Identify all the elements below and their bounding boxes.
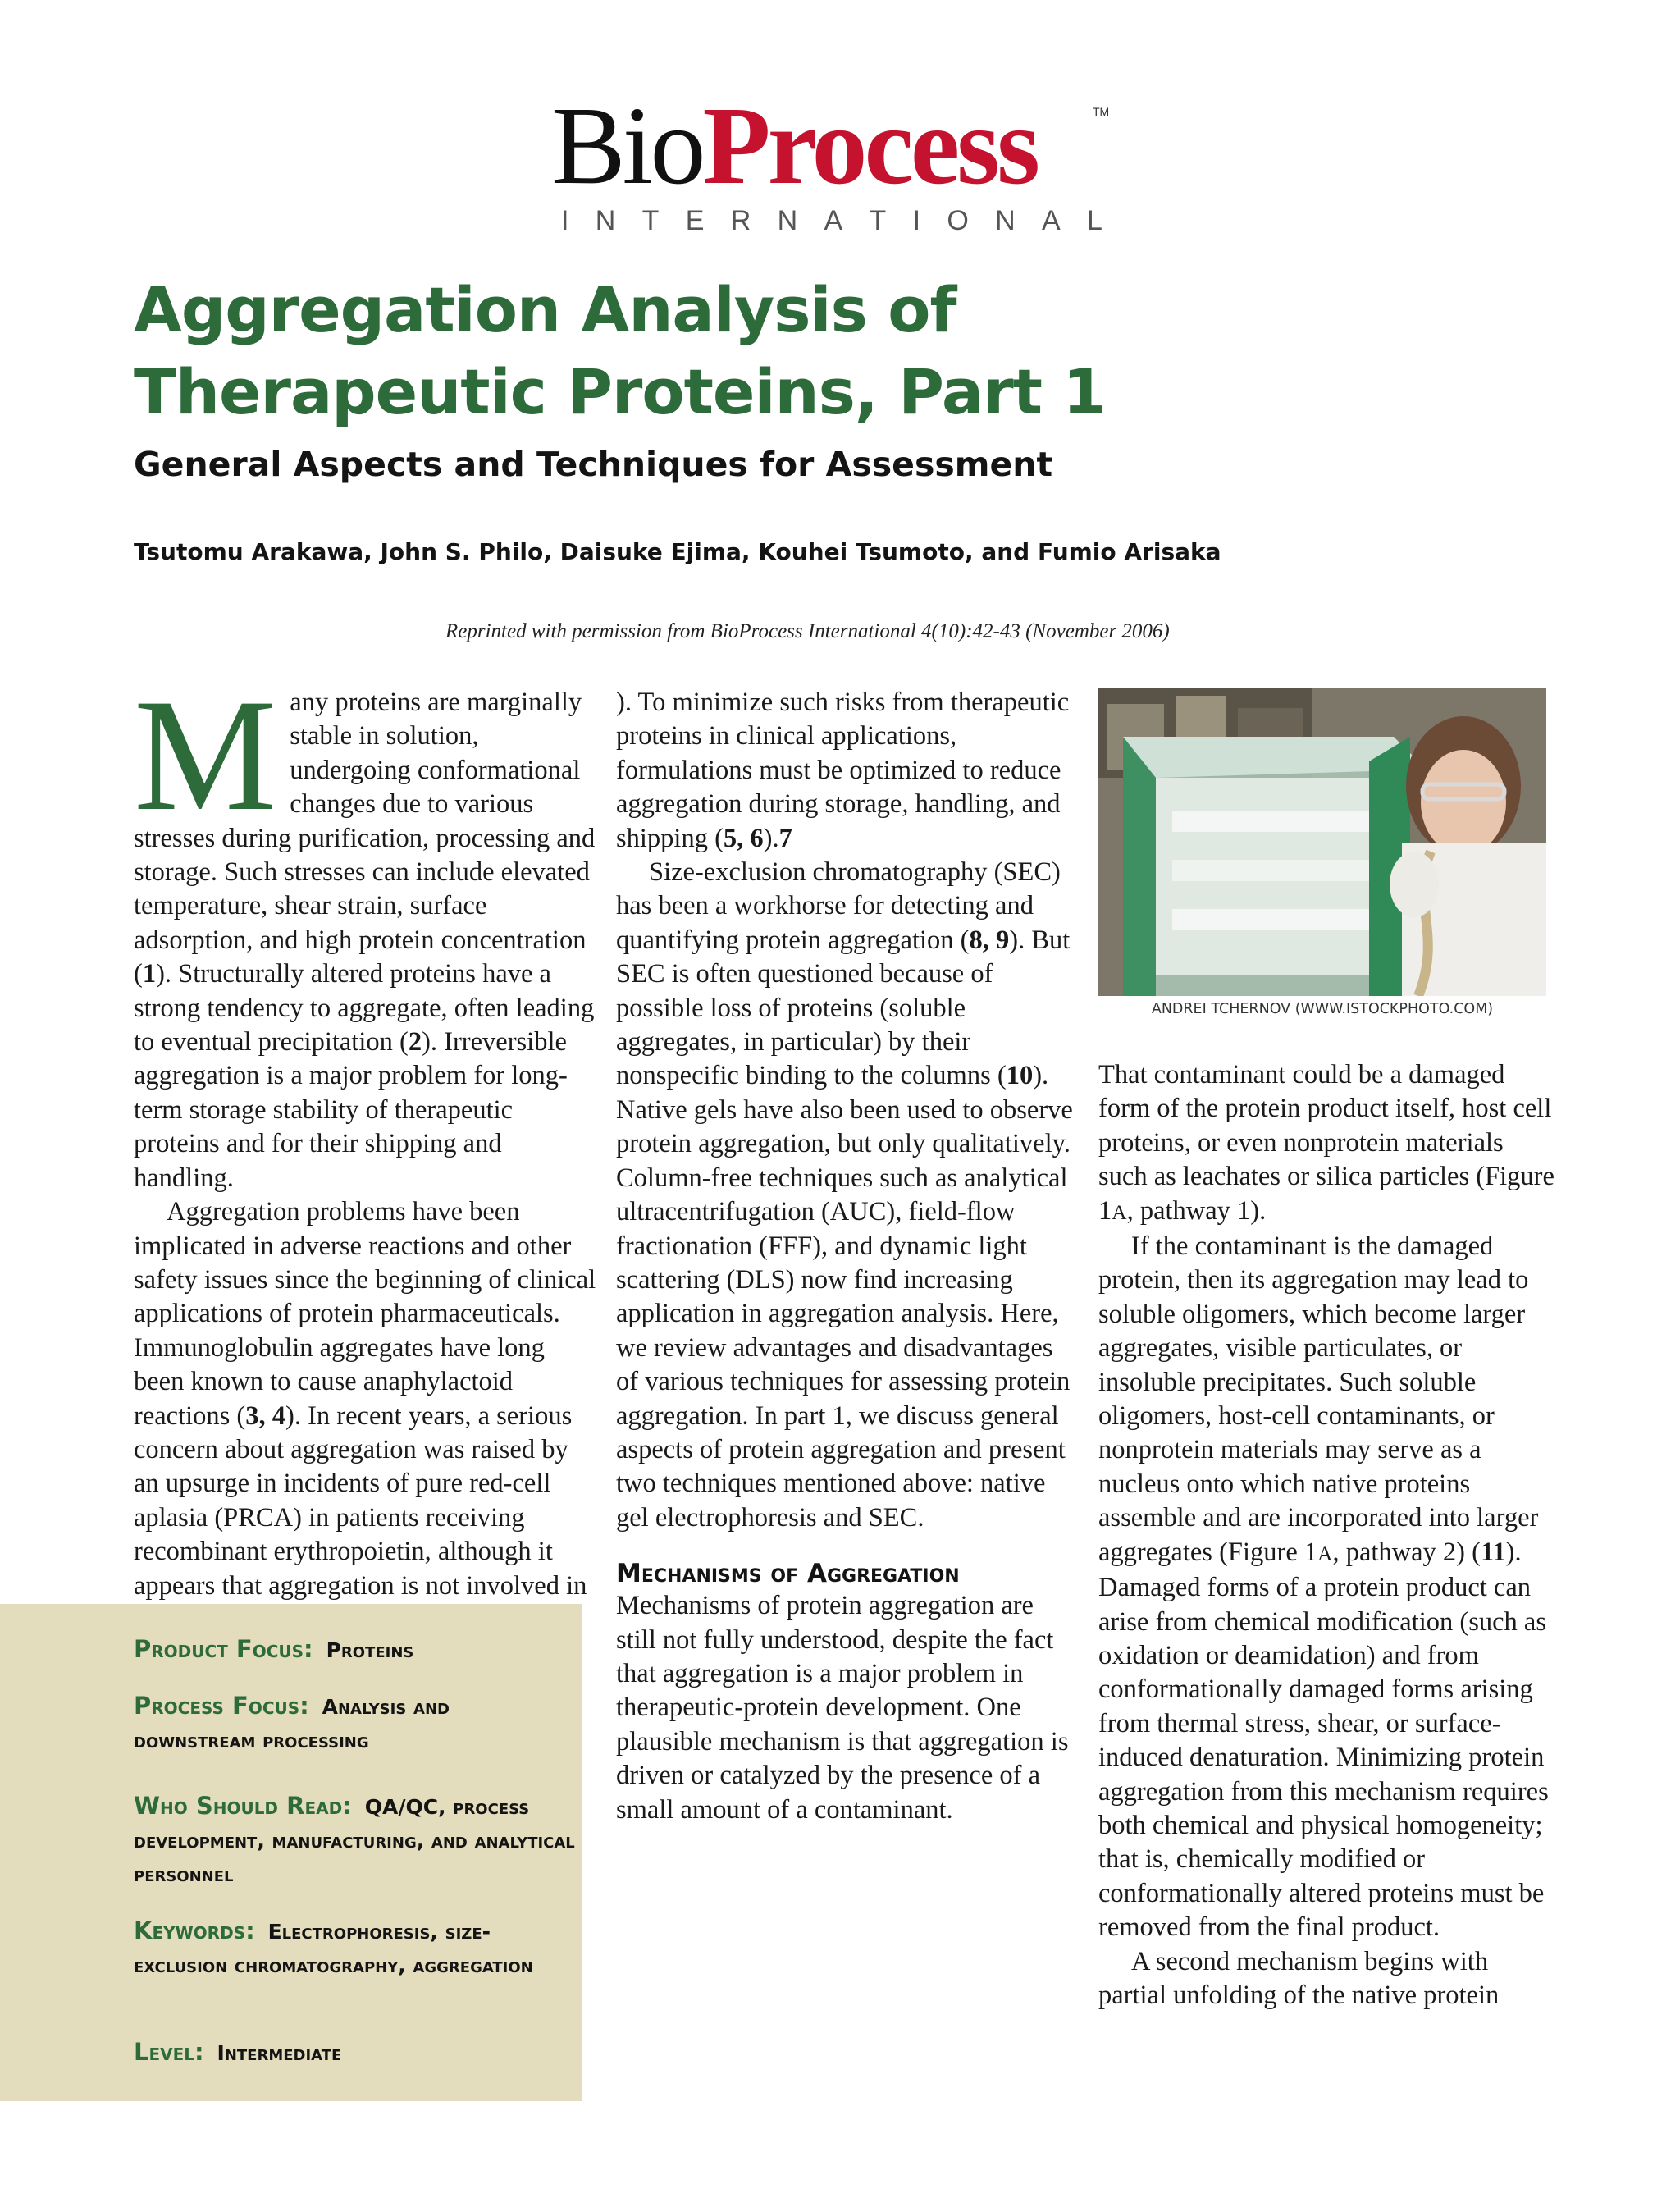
logo-letter: N	[595, 205, 616, 236]
logo-wordmark	[551, 85, 1038, 208]
logo-bio: Bio	[551, 85, 703, 208]
focus-label: Level:	[134, 2038, 204, 2066]
focus-label: Product Focus:	[134, 1635, 313, 1663]
text-run: ). Damaged forms of a protein product can arise from chemical modification (such as oxidation or deamidation) and from conformationally damaged forms arising from thermal stress, shear, or surface-induced denaturation. Minimizing protein aggregation from this mechanism requires both chemical and physical homogeneity; that is, chemically modified or conformationally altered proteins must be removed from the final product.	[1098, 1537, 1549, 1943]
logo-letter: E	[685, 205, 705, 236]
article-title: Aggregation Analysis of Therapeutic Proteins, Part 1	[134, 273, 1106, 428]
focus-item-keywords	[134, 1914, 577, 1982]
logo-letter: N	[995, 205, 1016, 236]
reference-number: 1	[142, 959, 157, 989]
focus-item-level	[134, 2035, 577, 2070]
lab-photo	[1098, 688, 1546, 996]
body-paragraph	[134, 1195, 597, 1637]
focus-value: Intermediate	[217, 2041, 342, 2065]
reference-number: 8, 9	[969, 925, 1010, 955]
logo-letter: R	[730, 205, 751, 236]
body-paragraph	[134, 666, 597, 1195]
focus-label: Process Focus:	[134, 1692, 309, 1720]
lab-photo-illustration	[1098, 688, 1546, 996]
reference-number: 2	[408, 1027, 422, 1058]
focus-value: Proteins	[326, 1638, 414, 1662]
focus-value: Analysis and downstream processing	[134, 1695, 450, 1752]
text-run: ). Native gels have also been used to observe protein aggregation, but only qualitatively. Column-free techniques such as analytical ultracentrifugation (AUC), field-flow fractionation (FFF), and dynamic light scattering (DLS) now find increasing application in aggregation analysis. Here, we review advantages and disadvantages of various techniques for assessing protein aggregation. In part 1, we discuss general aspects of protein aggregation and present two techniques mentioned above: native gel electrophoresis and SEC.	[616, 1061, 1073, 1533]
body-column-2	[616, 686, 1075, 1827]
logo-international	[561, 205, 1102, 237]
text-run: any proteins are marginally stable in solution, undergoing conformational changes due to various stresses during purification, processing and storage. Such stresses can include elevated temperature, shear strain, surface adsorption, and high protein concentration (	[134, 688, 596, 989]
body-paragraph: A second mechanism begins with partial unfolding of the native protein	[1098, 1946, 1500, 2010]
text-run: Aggregation problems have been implicated in adverse reactions and other safety issues since the beginning of clinical applications of protein pharmaceuticals. Immunoglobulin aggregates have long been known to cause anaphylactoid reactions (	[134, 1197, 596, 1431]
text-run: ). But SEC is often questioned because of possible loss of proteins (soluble aggregates, in particular) by their nonspecific binding to the columns (	[616, 925, 1071, 1091]
focus-item-process	[134, 1689, 577, 1757]
logo-letter: T	[641, 205, 660, 236]
reference-number: 3, 4	[245, 1400, 286, 1431]
text-run: ). Structurally altered proteins have a strong tendency to aggregate, often leading to eventual precipitation (	[134, 959, 595, 1058]
logo-letter: I	[912, 205, 921, 236]
reference-number: 7	[778, 823, 792, 853]
photo-caption: ANDREI TCHERNOV (WWW.ISTOCKPHOTO.COM)	[1151, 1001, 1494, 1017]
logo-trademark: TM	[1093, 105, 1110, 118]
bioprocess-international-logo	[551, 85, 1125, 246]
text-run: ).	[763, 823, 779, 853]
logo-letter: T	[869, 205, 887, 236]
text-run: ). In recent years, a serious concern about aggregation was raised by an upsurge in incidents of pure red-cell aplasia (PRCA) in patients receiving recombinant erythropoietin, although it appears that aggregation is not involved in	[134, 1400, 587, 1601]
body-column-1	[134, 666, 597, 1637]
logo-letter: N	[777, 205, 798, 236]
reference-number: 10	[1006, 1061, 1034, 1091]
body-paragraph	[616, 856, 1075, 1535]
logo-letter: I	[561, 205, 569, 236]
text-run: That contaminant could be a damaged form of the protein product itself, host cell proteins, or even nonprotein materials such as leachates or silica particles (Figure 1	[1098, 1060, 1554, 1226]
body-column-3	[1098, 1058, 1558, 2012]
text-run: ). To minimize such risks from therapeutic proteins in clinical applications, formulations must be optimized to reduce aggregation during storage, handling, and shipping (	[616, 688, 1070, 853]
focus-item-who-should-read	[134, 1789, 577, 1891]
focus-label: Who Should Read:	[134, 1792, 352, 1820]
figure-panel-letter: A	[1112, 1200, 1127, 1224]
article-authors: Tsutomu Arakawa, John S. Philo, Daisuke Ejima, Kouhei Tsumoto, and Fumio Arisaka	[134, 538, 1221, 565]
logo-letter: A	[824, 205, 843, 236]
text-run: , pathway 2) (	[1332, 1537, 1481, 1567]
figure-panel-letter: A	[1317, 1542, 1333, 1565]
reference-number: 11	[1480, 1537, 1506, 1567]
section-heading: Mechanisms of Aggregation	[616, 1559, 960, 1589]
reference-number: 5, 6	[723, 823, 764, 853]
text-run: ). Irreversible aggregation is a major problem for long-term storage stability of therapeutic proteins and for their shipping and handling.	[134, 1027, 568, 1193]
logo-letter: L	[1086, 205, 1102, 236]
logo-letter: O	[947, 205, 969, 236]
article-subtitle: General Aspects and Techniques for Assessment	[134, 445, 1053, 484]
body-paragraph	[616, 686, 1075, 856]
focus-value: Electrophoresis, size-exclusion chromatography, aggregation	[134, 1920, 533, 1977]
focus-label: Keywords:	[134, 1916, 255, 1944]
reprint-note: Reprinted with permission from BioProcess International 4(10):42-43 (November 2006)	[445, 620, 1170, 642]
text-run: , pathway 1).	[1126, 1195, 1267, 1226]
logo-letter: A	[1041, 205, 1061, 236]
text-run: Size-exclusion chromatography (SEC) has been a workhorse for detecting and quantifying protein aggregation (	[616, 857, 1061, 955]
text-run: If the contaminant is the damaged protein, then its aggregation may lead to soluble oligomers, which become larger aggregates, visible particulates, or insoluble precipitates. Such soluble oligomers, host-cell contaminants, or nonprotein materials may serve as a nucleus onto which native proteins assemble and are incorporated into larger aggregates (Figure 1	[1098, 1231, 1539, 1567]
focus-item-product	[134, 1633, 577, 1667]
focus-value: QA/QC, process development, manufacturing, and analytical personnel	[134, 1795, 575, 1886]
body-paragraph: Mechanisms of protein aggregation are still not fully understood, despite the fact that aggregation is a major problem in therapeutic-protein development. One plausible mechanism is that aggregation is driven or catalyzed by the presence of a small amount of a contaminant.	[616, 1591, 1069, 1825]
body-paragraph	[1098, 1058, 1558, 1230]
drop-cap: M	[134, 666, 277, 844]
body-paragraph	[1098, 1230, 1558, 1945]
logo-process: Process	[702, 85, 1038, 208]
